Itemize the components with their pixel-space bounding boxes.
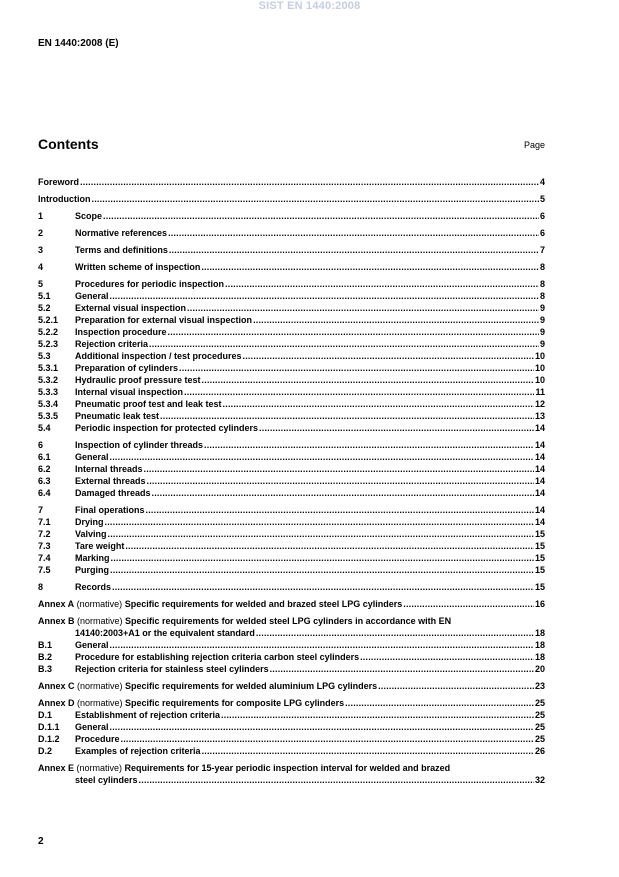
toc-entry[interactable] xyxy=(38,709,545,721)
toc-page-number: 15 xyxy=(534,565,545,575)
toc-page-number: 32 xyxy=(534,775,545,785)
toc-page-number: 14 xyxy=(534,488,545,498)
toc-entry[interactable] xyxy=(38,463,545,475)
toc-entry[interactable] xyxy=(38,290,545,302)
toc-entry-title: Normative references xyxy=(75,228,168,238)
page-number: 2 xyxy=(38,836,44,847)
toc-entry-title: Examples of rejection criteria xyxy=(75,746,201,756)
toc-entry[interactable] xyxy=(38,362,545,374)
toc-entry[interactable] xyxy=(38,552,545,564)
toc-page-number: 9 xyxy=(539,339,545,349)
toc-group xyxy=(38,762,545,786)
toc-entry[interactable] xyxy=(38,487,545,499)
dot-leader xyxy=(80,176,539,188)
toc-entry-continued[interactable] xyxy=(38,627,545,639)
toc-page-number: 8 xyxy=(539,279,545,289)
toc-entry-title: External threads xyxy=(75,476,146,486)
table-of-contents xyxy=(38,176,545,791)
toc-entry[interactable] xyxy=(38,314,545,326)
toc-page-number: 14 xyxy=(534,452,545,462)
toc-entry[interactable] xyxy=(38,733,545,745)
toc-entry-number: D.1.1 xyxy=(38,722,60,732)
toc-page-number: 26 xyxy=(534,746,545,756)
toc-entry-title: General xyxy=(75,452,109,462)
toc-entry-title xyxy=(38,697,344,709)
dot-leader xyxy=(147,475,534,487)
dot-leader xyxy=(253,314,539,326)
toc-entry-number: 6.3 xyxy=(38,476,51,486)
toc-entry-title: Valving xyxy=(75,529,107,539)
toc-entry[interactable] xyxy=(38,374,545,386)
toc-entry-title: Pneumatic leak test xyxy=(75,411,160,421)
toc-page-number: 12 xyxy=(534,399,545,409)
toc-entry-number: 6.4 xyxy=(38,488,51,498)
annex-label: Annex C xyxy=(38,681,75,691)
toc-entry-title: Records xyxy=(75,582,112,592)
dot-leader xyxy=(168,326,539,338)
toc-entry[interactable] xyxy=(38,439,545,451)
toc-entry-title: Hydraulic proof pressure test xyxy=(75,375,201,385)
toc-entry-title xyxy=(38,680,377,692)
annex-label: Annex A xyxy=(38,599,75,609)
toc-group xyxy=(38,278,545,434)
toc-entry-title: Written scheme of inspection xyxy=(75,262,201,272)
toc-entry[interactable] xyxy=(38,598,545,610)
document-id: EN 1440:2008 (E) xyxy=(38,38,119,49)
dot-leader xyxy=(187,302,539,314)
toc-entry-number: 7.3 xyxy=(38,541,51,551)
toc-entry-title: Additional inspection / test procedures xyxy=(75,351,242,361)
toc-entry-number: 3 xyxy=(38,245,44,255)
dot-leader xyxy=(201,261,539,273)
dot-leader xyxy=(144,463,534,475)
toc-entry[interactable] xyxy=(38,398,545,410)
toc-group xyxy=(38,680,545,692)
toc-page-number: 6 xyxy=(539,228,545,238)
toc-entry[interactable] xyxy=(38,193,545,205)
page-column-label: Page xyxy=(523,140,545,150)
toc-page-number: 18 xyxy=(534,640,545,650)
toc-entry-title: Establishment of rejection criteria xyxy=(75,710,221,720)
toc-entry-number: 2 xyxy=(38,228,44,238)
toc-entry-title: Damaged threads xyxy=(75,488,151,498)
toc-entry[interactable] xyxy=(38,680,545,692)
dot-leader xyxy=(110,451,534,463)
toc-entry-number: 7.1 xyxy=(38,517,51,527)
toc-group xyxy=(38,598,545,610)
toc-entry[interactable] xyxy=(38,721,545,733)
dot-leader xyxy=(184,386,534,398)
dot-leader xyxy=(225,278,539,290)
toc-entry[interactable] xyxy=(38,762,545,774)
toc-page-number: 9 xyxy=(539,315,545,325)
toc-entry-number: 5.3.1 xyxy=(38,363,59,373)
toc-page-number: 25 xyxy=(534,722,545,732)
dot-leader xyxy=(202,374,534,386)
toc-entry[interactable] xyxy=(38,663,545,675)
toc-entry-number: 6.1 xyxy=(38,452,51,462)
toc-entry[interactable] xyxy=(38,697,545,709)
toc-entry[interactable] xyxy=(38,581,545,593)
toc-entry-title: Preparation of cylinders xyxy=(75,363,179,373)
toc-entry[interactable] xyxy=(38,227,545,239)
toc-entry-number: B.3 xyxy=(38,664,53,674)
dot-leader xyxy=(105,516,534,528)
toc-group xyxy=(38,210,545,222)
toc-entry-title: Terms and definitions xyxy=(75,245,168,255)
toc-page-number: 15 xyxy=(534,541,545,551)
toc-entry-number: 5.3.3 xyxy=(38,387,59,397)
annex-title: Specific requirements for welded steel LPG cylinders in accordance with EN xyxy=(125,616,452,626)
toc-page-number: 14 xyxy=(534,505,545,515)
toc-entry[interactable] xyxy=(38,475,545,487)
toc-entry-number: 5 xyxy=(38,279,44,289)
toc-entry[interactable] xyxy=(38,338,545,350)
dot-leader xyxy=(108,528,534,540)
toc-entry-title: Foreword xyxy=(38,177,80,187)
toc-page-number: 8 xyxy=(539,291,545,301)
toc-entry-number: B.1 xyxy=(38,640,53,650)
toc-page-number: 9 xyxy=(539,327,545,337)
toc-entry[interactable] xyxy=(38,210,545,222)
toc-entry-title: Purging xyxy=(75,565,109,575)
annex-label: Annex D xyxy=(38,698,75,708)
toc-entry-title: General xyxy=(75,722,109,732)
toc-page-number: 20 xyxy=(534,664,545,674)
toc-page-number: 8 xyxy=(539,262,545,272)
dot-leader xyxy=(345,697,534,709)
toc-entry-title xyxy=(38,598,402,610)
toc-entry[interactable] xyxy=(38,261,545,273)
toc-entry[interactable] xyxy=(38,516,545,528)
toc-page-number: 15 xyxy=(534,582,545,592)
dot-leader xyxy=(110,290,539,302)
dot-leader xyxy=(152,487,534,499)
dot-leader xyxy=(103,210,539,222)
toc-entry-number: 7.2 xyxy=(38,529,51,539)
toc-entry[interactable] xyxy=(38,386,545,398)
toc-entry-continued[interactable] xyxy=(38,774,545,786)
annex-qualifier: (normative) xyxy=(74,698,126,708)
toc-entry[interactable] xyxy=(38,615,545,627)
toc-page-number: 7 xyxy=(539,245,545,255)
toc-entry-title: Internal visual inspection xyxy=(75,387,184,397)
toc-entry[interactable] xyxy=(38,540,545,552)
dot-leader xyxy=(110,564,534,576)
toc-entry-title: Rejection criteria xyxy=(75,339,149,349)
toc-entry-title-continued: steel cylinders xyxy=(75,775,138,785)
toc-entry[interactable] xyxy=(38,350,545,362)
toc-page-number: 13 xyxy=(534,411,545,421)
toc-entry-title: Internal threads xyxy=(75,464,143,474)
dot-leader xyxy=(146,504,534,516)
toc-page-number: 10 xyxy=(534,351,545,361)
toc-group xyxy=(38,261,545,273)
dot-leader xyxy=(360,651,534,663)
annex-qualifier: (normative) xyxy=(74,681,126,691)
annex-title: Requirements for 15-year periodic inspection interval for welded and brazed xyxy=(124,763,451,773)
toc-entry-number: 5.2.1 xyxy=(38,315,59,325)
toc-page-number: 14 xyxy=(534,440,545,450)
toc-entry-number: 5.2 xyxy=(38,303,51,313)
toc-page-number: 9 xyxy=(539,303,545,313)
toc-entry[interactable] xyxy=(38,745,545,757)
annex-title: Specific requirements for welded aluminium LPG cylinders xyxy=(125,681,378,691)
dot-leader xyxy=(179,362,534,374)
toc-entry[interactable] xyxy=(38,278,545,290)
toc-entry-title: Procedure for establishing rejection criteria carbon steel cylinders xyxy=(75,652,360,662)
toc-entry-number: 5.3.4 xyxy=(38,399,59,409)
toc-entry-title: Procedures for periodic inspection xyxy=(75,279,225,289)
toc-entry-title: Inspection procedure xyxy=(75,327,167,337)
toc-entry-number: 5.1 xyxy=(38,291,51,301)
dot-leader xyxy=(256,627,534,639)
dot-leader xyxy=(92,193,539,205)
toc-page-number: 10 xyxy=(534,363,545,373)
toc-entry-number: 7.4 xyxy=(38,553,51,563)
toc-entry-title: Inspection of cylinder threads xyxy=(75,440,204,450)
toc-entry-title: Drying xyxy=(75,517,104,527)
toc-entry[interactable] xyxy=(38,528,545,540)
dot-leader xyxy=(202,745,534,757)
dot-leader xyxy=(160,410,534,422)
dot-leader xyxy=(139,774,534,786)
toc-entry-number: B.2 xyxy=(38,652,53,662)
annex-title: Specific requirements for composite LPG cylinders xyxy=(125,698,345,708)
toc-entry[interactable] xyxy=(38,639,545,651)
dot-leader xyxy=(270,663,534,675)
watermark: SIST EN 1440:2008 xyxy=(258,0,361,12)
toc-page-number: 25 xyxy=(534,734,545,744)
toc-entry-number: 7.5 xyxy=(38,565,51,575)
toc-group xyxy=(38,244,545,256)
toc-group xyxy=(38,504,545,576)
toc-entry-title: Marking xyxy=(75,553,110,563)
dot-leader xyxy=(221,709,534,721)
toc-entry-title: Final operations xyxy=(75,505,145,515)
annex-label: Annex B xyxy=(38,616,75,626)
dot-leader xyxy=(204,439,534,451)
annex-label: Annex E xyxy=(38,763,75,773)
dot-leader xyxy=(110,639,534,651)
toc-entry-title: General xyxy=(75,291,109,301)
toc-entry[interactable] xyxy=(38,302,545,314)
dot-leader xyxy=(168,227,539,239)
toc-entry-title: Procedure xyxy=(75,734,120,744)
annex-qualifier: (normative) xyxy=(74,616,126,626)
toc-page-number: 4 xyxy=(539,177,545,187)
toc-entry-number: 5.3.5 xyxy=(38,411,59,421)
toc-entry-title: Periodic inspection for protected cylinders xyxy=(75,423,259,433)
toc-page-number: 11 xyxy=(535,387,545,397)
toc-group xyxy=(38,193,545,205)
toc-entry[interactable] xyxy=(38,176,545,188)
contents-title: Contents xyxy=(38,136,99,152)
toc-entry[interactable] xyxy=(38,651,545,663)
toc-page-number: 18 xyxy=(534,628,545,638)
toc-group xyxy=(38,615,545,675)
toc-entry-number: 5.3 xyxy=(38,351,51,361)
toc-page-number: 25 xyxy=(534,710,545,720)
toc-entry-number: 4 xyxy=(38,262,44,272)
toc-page-number: 14 xyxy=(534,464,545,474)
toc-page-number: 18 xyxy=(534,652,545,662)
toc-page-number: 14 xyxy=(534,476,545,486)
dot-leader xyxy=(110,721,534,733)
dot-leader xyxy=(112,581,534,593)
toc-entry-number: 8 xyxy=(38,582,44,592)
toc-entry[interactable] xyxy=(38,422,545,434)
toc-entry-title xyxy=(38,762,450,774)
toc-group xyxy=(38,581,545,593)
toc-entry[interactable] xyxy=(38,244,545,256)
toc-entry-number: 5.3.2 xyxy=(38,375,59,385)
toc-page-number: 6 xyxy=(539,211,545,221)
annex-title: Specific requirements for welded and brazed steel LPG cylinders xyxy=(124,599,403,609)
toc-entry-title: Preparation for external visual inspection xyxy=(75,315,253,325)
dot-leader xyxy=(378,680,534,692)
toc-page-number: 15 xyxy=(534,553,545,563)
toc-page-number: 14 xyxy=(534,423,545,433)
toc-entry-number: 6 xyxy=(38,440,44,450)
toc-entry[interactable] xyxy=(38,326,545,338)
toc-entry[interactable] xyxy=(38,564,545,576)
toc-entry-title: Tare weight xyxy=(75,541,125,551)
dot-leader xyxy=(223,398,534,410)
toc-entry-number: D.1 xyxy=(38,710,53,720)
toc-page-number: 14 xyxy=(534,517,545,527)
toc-page-number: 10 xyxy=(534,375,545,385)
toc-entry-title: Introduction xyxy=(38,194,91,204)
toc-page-number: 16 xyxy=(534,599,545,609)
dot-leader xyxy=(169,244,539,256)
toc-entry[interactable] xyxy=(38,451,545,463)
toc-entry-title: Scope xyxy=(75,211,103,221)
dot-leader xyxy=(125,540,534,552)
toc-entry[interactable] xyxy=(38,410,545,422)
toc-page-number: 25 xyxy=(534,698,545,708)
toc-entry-title xyxy=(38,615,451,627)
annex-qualifier: (normative) xyxy=(74,763,125,773)
toc-entry-title: General xyxy=(75,640,109,650)
toc-entry-title-continued: 14140:2003+A1 or the equivalent standard xyxy=(75,628,255,638)
toc-entry-title: Pneumatic proof test and leak test xyxy=(75,399,222,409)
toc-entry-number: 5.2.2 xyxy=(38,327,59,337)
dot-leader xyxy=(149,338,539,350)
toc-group xyxy=(38,439,545,499)
toc-group xyxy=(38,227,545,239)
dot-leader xyxy=(259,422,534,434)
toc-page-number: 5 xyxy=(539,194,545,204)
dot-leader xyxy=(121,733,534,745)
toc-entry-number: D.2 xyxy=(38,746,53,756)
toc-entry-title: External visual inspection xyxy=(75,303,187,313)
toc-entry-title: Rejection criteria for stainless steel cylinders xyxy=(75,664,269,674)
toc-group xyxy=(38,697,545,757)
annex-qualifier: (normative) xyxy=(74,599,125,609)
dot-leader xyxy=(243,350,534,362)
toc-entry[interactable] xyxy=(38,504,545,516)
dot-leader xyxy=(403,598,534,610)
toc-entry-number: 5.4 xyxy=(38,423,51,433)
toc-group xyxy=(38,176,545,188)
toc-entry-number: 5.2.3 xyxy=(38,339,59,349)
toc-entry-number: 6.2 xyxy=(38,464,51,474)
toc-entry-number: 1 xyxy=(38,211,44,221)
toc-entry-number: 7 xyxy=(38,505,44,515)
toc-page-number: 15 xyxy=(534,529,545,539)
toc-entry-number: D.1.2 xyxy=(38,734,60,744)
toc-page-number: 23 xyxy=(534,681,545,691)
dot-leader xyxy=(111,552,534,564)
